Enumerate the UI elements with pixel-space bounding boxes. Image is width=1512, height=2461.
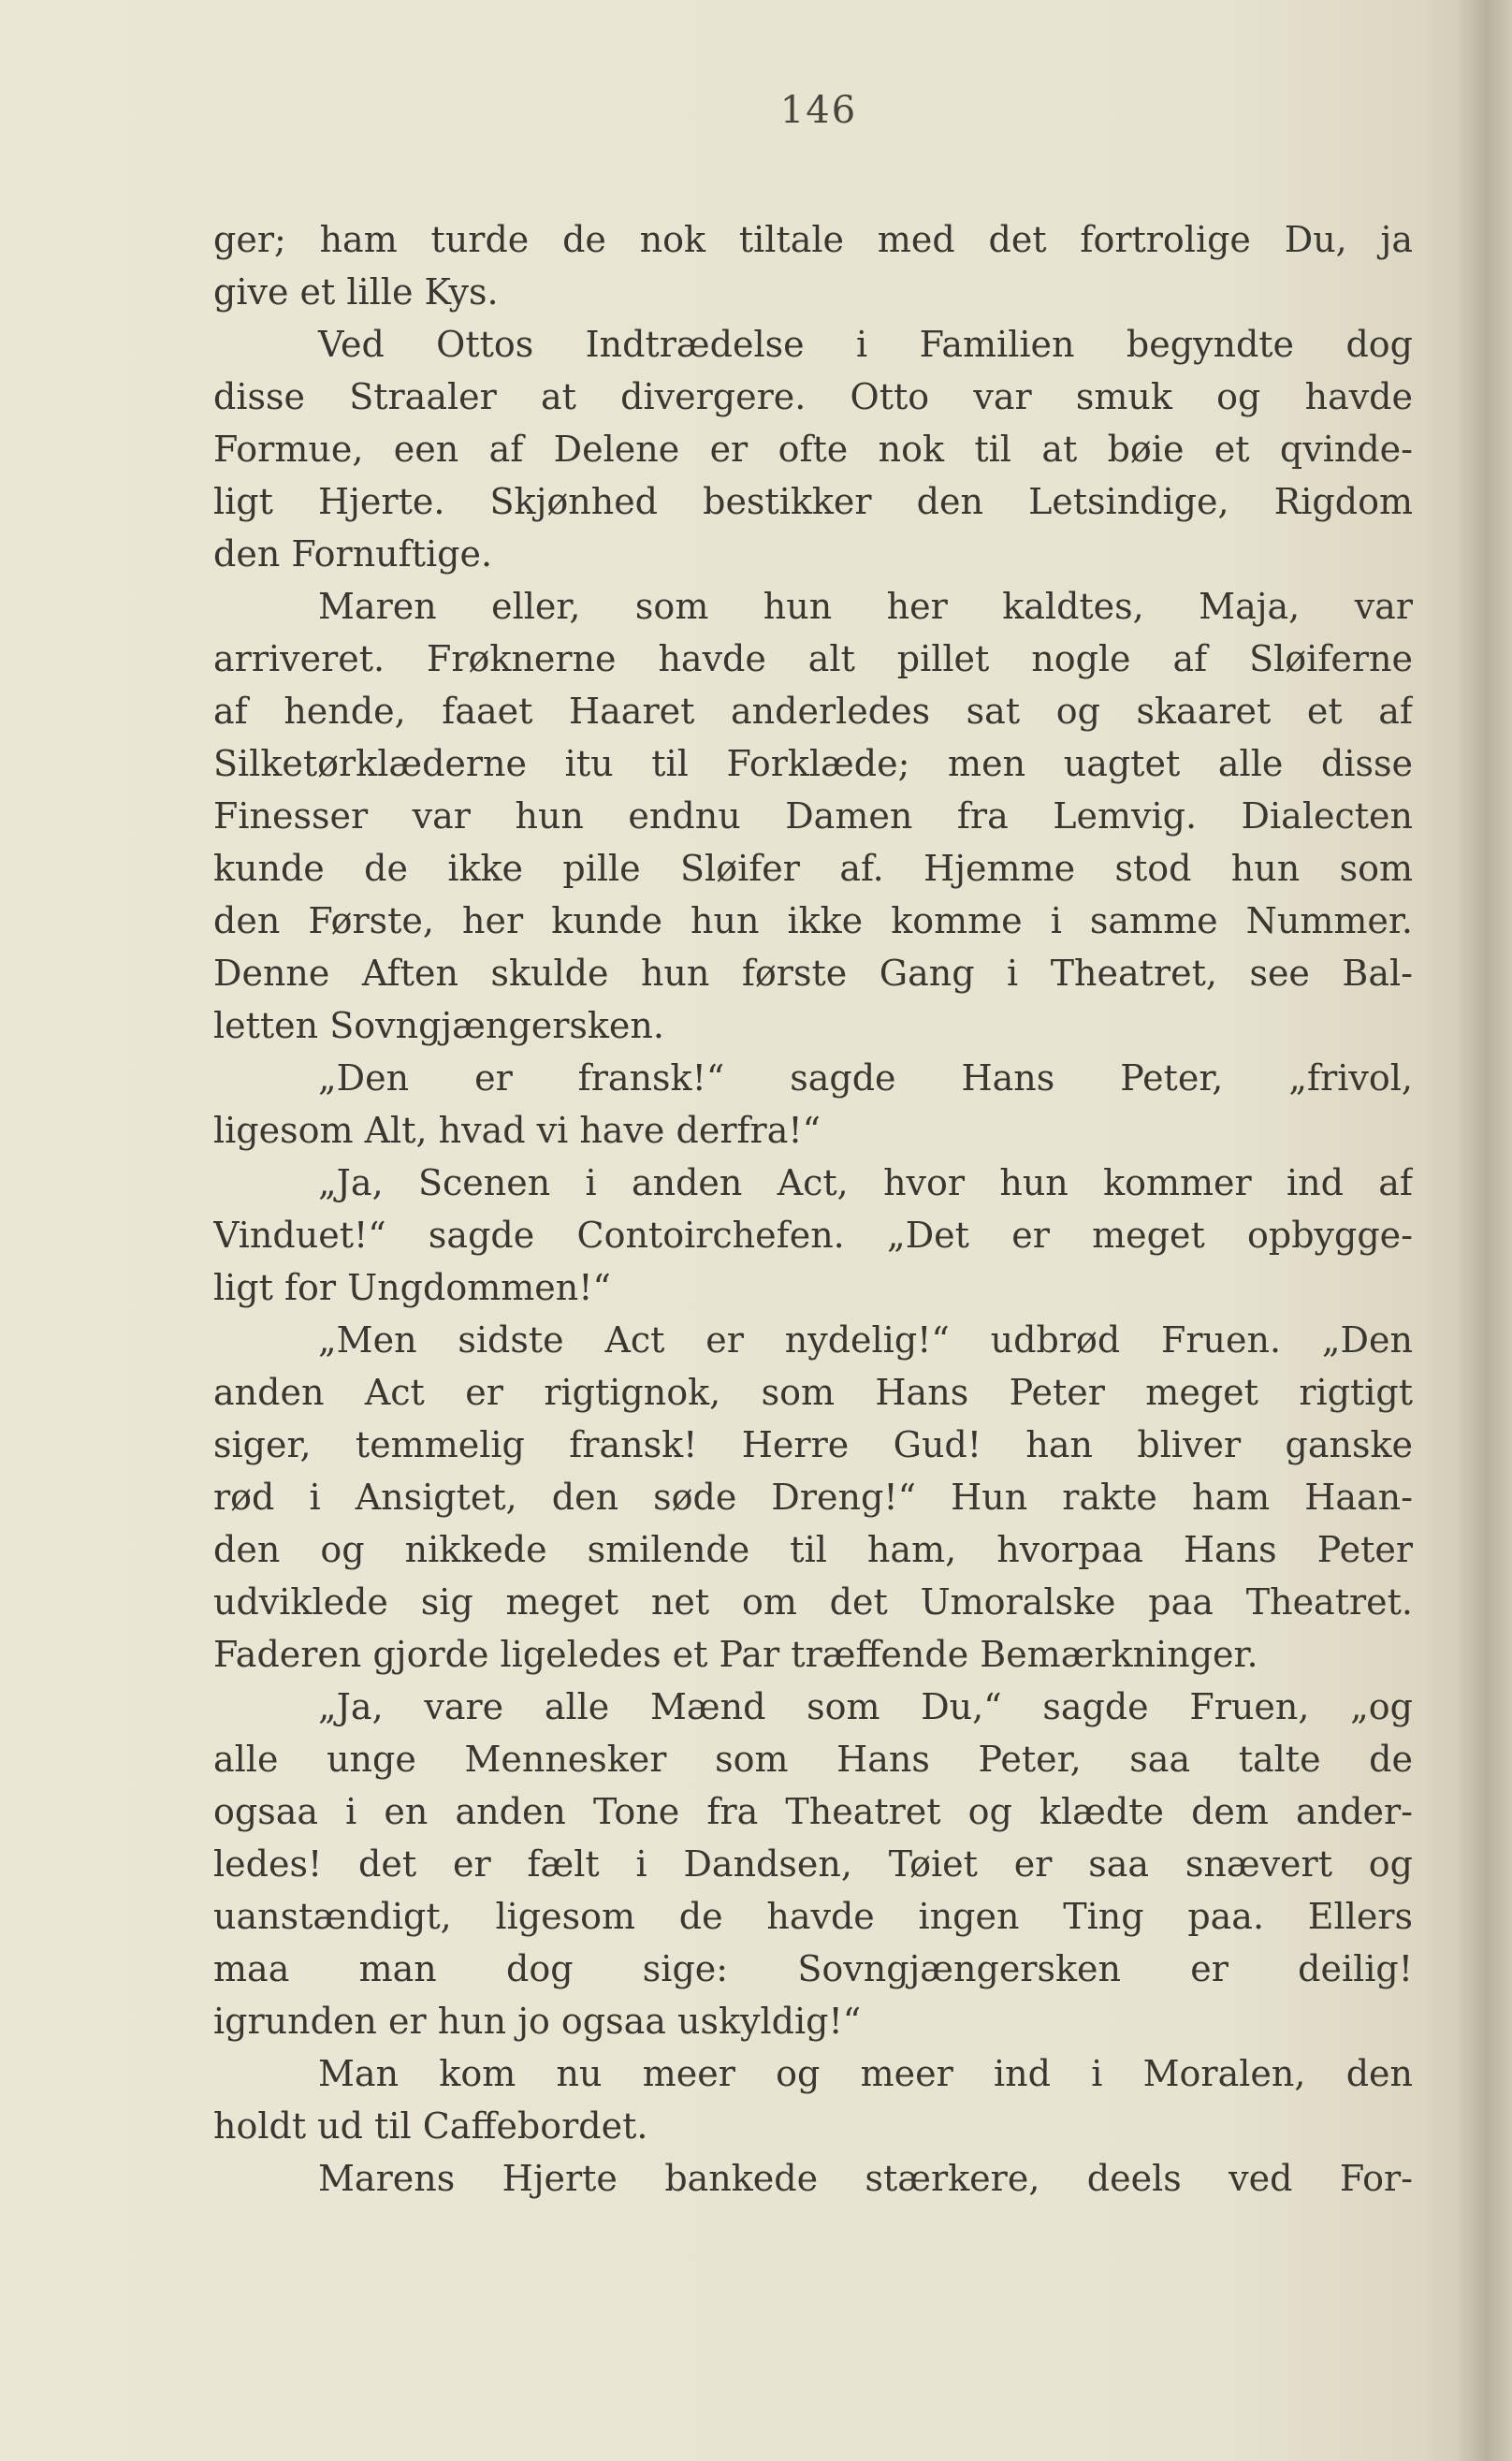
text-line: Formue, een af Delene er ofte nok til at bøie et qvinde- [213,429,1413,470]
text-line: rød i Ansigtet, den søde Dreng!“ Hun rakte ham Haan- [213,1477,1413,1518]
text-line: ogsaa i en anden Tone fra Theatret og klædte dem ander- [213,1791,1413,1832]
page-edge-shadow [1456,0,1512,2461]
text-line: kunde de ikke pille Sløifer af. Hjemme stod hun som [213,848,1413,889]
text-line: maa man dog sige: Sovngjængersken er deilig! [213,1948,1413,1989]
body-text [213,213,1413,2205]
text-line: ligt Hjerte. Skjønhed bestikker den Letsindige, Rigdom [213,481,1413,522]
text-line: Faderen gjorde ligeledes et Par træffende Bemærkninger. [213,1634,1258,1675]
text-line: den Fornuftige. [213,533,493,575]
text-line: alle unge Mennesker som Hans Peter, saa talte de [213,1739,1413,1780]
page-number: 146 [779,89,858,132]
text-line: ger; ham turde de nok tiltale med det fortrolige Du, ja [213,219,1413,260]
text-line: disse Straaler at divergere. Otto var smuk og havde [213,376,1413,417]
text-line: Maren eller, som hun her kaldtes, Maja, var [318,586,1413,627]
text-line: uanstændigt, ligesom de havde ingen Ting paa. Ellers [213,1896,1413,1937]
text-line: holdt ud til Caffebordet. [213,2105,648,2147]
text-line: siger, temmelig fransk! Herre Gud! han bliver ganske [213,1424,1413,1465]
text-line: ledes! det er fælt i Dandsen, Tøiet er saa snævert og [213,1843,1413,1885]
text-line: arriveret. Frøknerne havde alt pillet nogle af Sløiferne [213,638,1413,679]
text-line: ligesom Alt, hvad vi have derfra!“ [213,1110,821,1151]
text-line: af hende, faaet Haaret anderledes sat og skaaret et af [213,691,1413,732]
text-line: Man kom nu meer og meer ind i Moralen, den [318,2053,1413,2094]
text-line: „Ja, Scenen i anden Act, hvor hun kommer ind af [318,1162,1413,1203]
text-line: „Men sidste Act er nydelig!“ udbrød Fruen. „Den [318,1319,1413,1361]
text-line: ligt for Ungdommen!“ [213,1267,611,1308]
text-line: „Den er fransk!“ sagde Hans Peter, „frivol, [318,1057,1413,1099]
text-line: igrunden er hun jo ogsaa uskyldig!“ [213,2001,862,2042]
text-line: give et lille Kys. [213,271,499,313]
text-line: udviklede sig meget net om det Umoralske paa Theatret. [213,1581,1413,1623]
text-line: Finesser var hun endnu Damen fra Lemvig. Dialecten [213,795,1413,837]
text-line: Ved Ottos Indtrædelse i Familien begyndte dog [318,324,1413,365]
text-line: Denne Aften skulde hun første Gang i Theatret, see Bal- [213,953,1413,994]
text-line: Marens Hjerte bankede stærkere, deels ved For- [318,2158,1413,2199]
text-line: den og nikkede smilende til ham, hvorpaa Hans Peter [213,1529,1413,1570]
text-line: anden Act er rigtignok, som Hans Peter meget rigtigt [213,1372,1413,1413]
text-line: letten Sovngjængersken. [213,1005,664,1046]
text-line: den Første, her kunde hun ikke komme i samme Nummer. [213,900,1413,941]
text-line: „Ja, vare alle Mænd som Du,“ sagde Fruen, „og [318,1686,1413,1727]
text-line: Silketørklæderne itu til Forklæde; men uagtet alle disse [213,743,1413,784]
text-line: Vinduet!“ sagde Contoirchefen. „Det er meget opbygge- [213,1215,1413,1256]
